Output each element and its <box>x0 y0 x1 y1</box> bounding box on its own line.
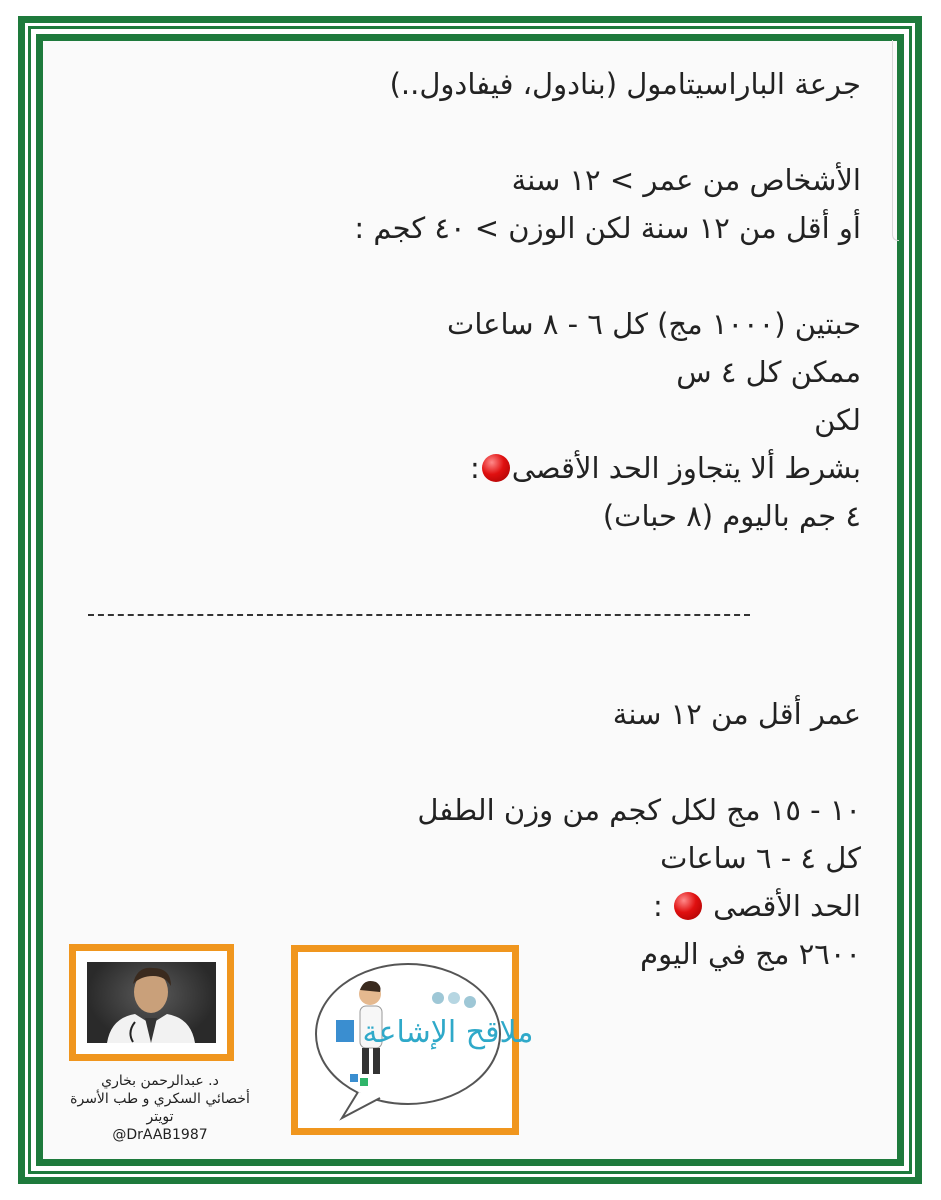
section-child-dose <box>81 690 861 978</box>
adult-dose-line: حبتين (١٠٠٠ مج) كل ٦ - ٨ ساعات <box>447 307 861 341</box>
condition-colon: : <box>469 451 480 485</box>
child-max-colon: : <box>652 889 663 923</box>
possible-interval-line: ممكن كل ٤ س <box>676 355 861 389</box>
adult-age-line: الأشخاص من عمر > ١٢ سنة <box>511 163 861 197</box>
child-max-label-line <box>81 882 861 930</box>
author-photo-frame <box>69 944 234 1061</box>
logo-frame <box>291 945 534 1135</box>
condition-line <box>81 444 861 492</box>
twitter-label: تويتر <box>146 1109 174 1125</box>
adult-max-line: ٤ جم باليوم (٨ حبات) <box>602 499 861 533</box>
author-photo <box>87 962 216 1043</box>
logo-image <box>298 952 534 1128</box>
dashed-divider <box>88 614 750 616</box>
author-caption <box>60 1072 260 1144</box>
twitter-handle: @DrAAB1987 <box>112 1127 208 1143</box>
scroll-edge <box>892 40 899 241</box>
child-dose-line: ١٠ - ١٥ مج لكل كجم من وزن الطفل <box>417 793 861 827</box>
red-circle-icon <box>674 892 702 920</box>
heading-under-12: عمر أقل من ١٢ سنة <box>612 697 861 731</box>
child-interval-line: كل ٤ - ٦ ساعات <box>660 841 861 875</box>
condition-text: بشرط ألا يتجاوز الحد الأقصى <box>511 451 861 485</box>
child-max-label: الحد الأقصى <box>713 889 861 923</box>
heading-paracetamol-dose: جرعة الباراسيتامول (بنادول، فيفادول..) <box>389 67 861 101</box>
weight-line: أو أقل من ١٢ سنة لكن الوزن > ٤٠ كجم : <box>354 211 861 245</box>
logo-text: ملاقح الإشاعة <box>362 1015 534 1050</box>
red-circle-icon <box>482 454 510 482</box>
section-adult-dose <box>81 60 861 540</box>
child-max-value: ٢٦٠٠ مج في اليوم <box>640 937 861 971</box>
author-name: د. عبدالرحمن بخاري <box>101 1073 219 1089</box>
but-line: لكن <box>814 403 861 437</box>
author-title: أخصائي السكري و طب الأسرة <box>70 1091 250 1107</box>
author-twitter <box>60 1108 260 1144</box>
